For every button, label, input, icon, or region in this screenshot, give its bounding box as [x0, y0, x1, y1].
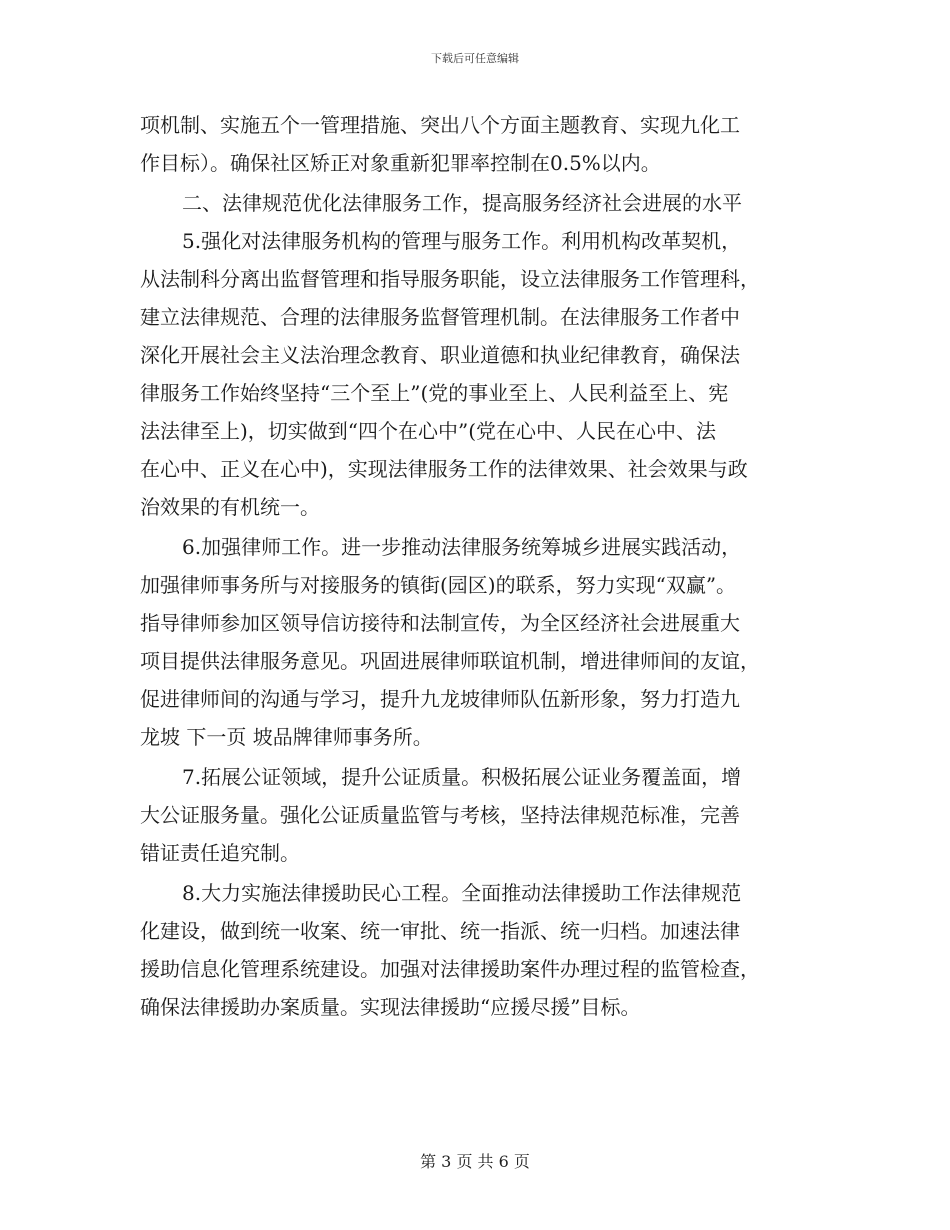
text-line: 化建设，做到统一收案、统一审批、统一指派、统一归档。加速法律 [140, 919, 740, 943]
text-line: 作目标）。确保社区矫正对象重新犯罪率控制在0.5%以内。 [140, 151, 661, 175]
text-line: 建立法律规范、合理的法律服务监督管理机制。在法律服务工作者中 [140, 305, 740, 329]
text-line: 6.加强律师工作。进一步推动法律服务统筹城乡进展实践活动， [182, 535, 742, 559]
text-line: 大公证服务量。强化公证质量监管与考核，坚持法律规范标准，完善 [140, 803, 740, 827]
page-header: 下载后可任意编辑 [431, 52, 519, 65]
text-line: 法法律至上)，切实做到“四个在心中”(党在心中、人民在心中、法 [140, 419, 717, 443]
text-line: 项机制、实施五个一管理措施、突出八个方面主题教育、实现九化工 [140, 113, 740, 137]
section-heading: 二、法律规范优化法律服务工作，提高服务经济社会进展的水平 [182, 191, 742, 215]
text-line: 龙坡 下一页 坡品牌律师事务所。 [140, 725, 433, 749]
text-line: 7.拓展公证领域，提升公证质量。积极拓展公证业务覆盖面，增 [182, 765, 742, 789]
text-line: 律服务工作始终坚持“三个至上”(党的事业至上、人民利益至上、宪 [140, 381, 729, 405]
text-line: 在心中、正义在心中)，实现法律服务工作的法律效果、社会效果与政 [140, 457, 748, 481]
text-line: 确保法律援助办案质量。实现法律援助“应援尽援”目标。 [140, 995, 641, 1019]
text-line: 5.强化对法律服务机构的管理与服务工作。利用机构改革契机， [182, 229, 742, 253]
text-line: 项目提供法律服务意见。巩固进展律师联谊机制，增进律师间的友谊， [140, 649, 760, 673]
text-line: 指导律师参加区领导信访接待和法制宣传，为全区经济社会进展重大 [140, 611, 740, 635]
text-line: 错证责任追究制。 [140, 841, 300, 865]
text-line: 加强律师事务所与对接服务的镇街(园区)的联系，努力实现“双赢”。 [140, 573, 737, 597]
page-footer: 第 3 页 共 6 页 [420, 1152, 530, 1171]
text-line: 8.大力实施法律援助民心工程。全面推动法律援助工作法律规范 [182, 881, 742, 905]
text-line: 促进律师间的沟通与学习，提升九龙坡律师队伍新形象，努力打造九 [140, 687, 740, 711]
text-line: 从法制科分离出监督管理和指导服务职能，设立法律服务工作管理科， [140, 267, 760, 291]
text-line: 援助信息化管理系统建设。加强对法律援助案件办理过程的监管检查， [140, 957, 760, 981]
text-line: 深化开展社会主义法治理念教育、职业道德和执业纪律教育，确保法 [140, 343, 740, 367]
text-line: 治效果的有机统一。 [140, 495, 320, 519]
